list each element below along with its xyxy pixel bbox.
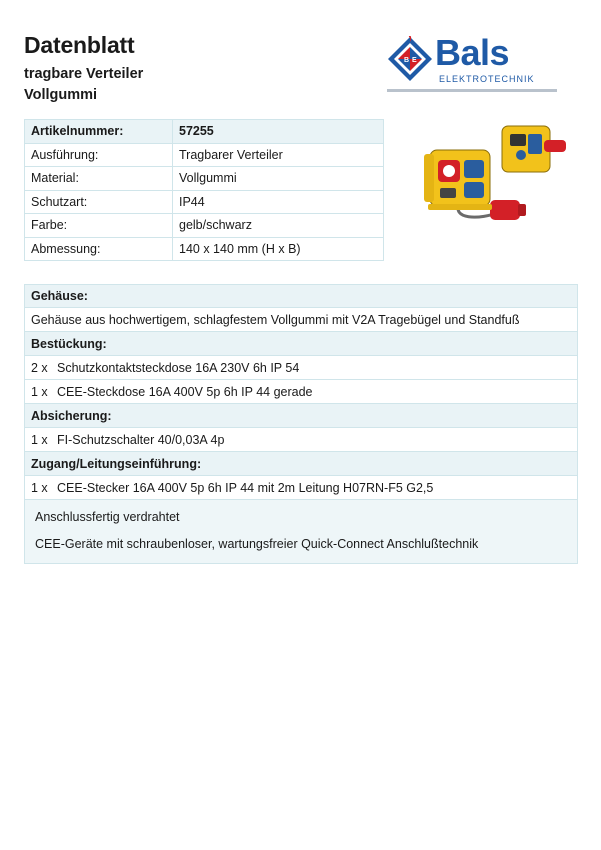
spec-value: gelb/schwarz — [173, 214, 384, 238]
item-text: CEE-Stecker 16A 400V 5p 6h IP 44 mit 2m Leitung H07RN-F5 G2,5 — [57, 480, 434, 495]
spec-key: Artikelnummer: — [25, 120, 173, 144]
spec-value: 140 x 140 mm (H x B) — [173, 237, 384, 261]
logo-wordmark: Bals — [435, 32, 510, 73]
detail-block — [24, 284, 578, 564]
gehaeuse-text: Gehäuse aus hochwertigem, schlagfestem Vollgummi mit V2A Tragebügel und Standfuß — [24, 308, 578, 332]
note-quick-connect: CEE-Geräte mit schraubenloser, wartungsfreier Quick-Connect Anschlußtechnik — [35, 537, 479, 551]
spec-value: 57255 — [173, 120, 384, 144]
list-item — [24, 428, 578, 452]
spec-key: Schutzart: — [25, 190, 173, 214]
notes-box — [24, 500, 578, 564]
bals-logo — [387, 34, 557, 94]
logo-underline — [387, 89, 557, 92]
list-item — [24, 476, 578, 500]
spec-value: Vollgummi — [173, 167, 384, 191]
section-zugang: Zugang/Leitungseinführung: — [24, 452, 578, 476]
product-image — [420, 120, 570, 230]
spec-value: IP44 — [173, 190, 384, 214]
spec-value: Tragbarer Verteiler — [173, 143, 384, 167]
subtitle-product-type: tragbare Verteiler — [24, 66, 144, 82]
item-qty: 2 x — [31, 360, 48, 375]
item-qty: 1 x — [31, 480, 48, 495]
item-qty: 1 x — [31, 432, 48, 447]
spec-row — [25, 214, 384, 238]
bals-emblem-icon — [387, 36, 433, 82]
spec-row — [25, 120, 384, 144]
section-gehaeuse: Gehäuse: — [24, 284, 578, 308]
page-title: Datenblatt — [24, 32, 135, 58]
list-item — [24, 380, 578, 404]
section-absicherung: Absicherung: — [24, 404, 578, 428]
spec-row — [25, 143, 384, 167]
item-text: FI-Schutzschalter 40/0,03A 4p — [57, 432, 225, 447]
spec-row — [25, 167, 384, 191]
spec-row — [25, 237, 384, 261]
section-bestueckung: Bestückung: — [24, 332, 578, 356]
note-prewired: Anschlussfertig verdrahtet — [35, 510, 180, 524]
spec-key: Material: — [25, 167, 173, 191]
spec-table — [24, 119, 384, 261]
logo-tagline: ELEKTROTECHNIK — [439, 74, 535, 84]
subtitle-material: Vollgummi — [24, 87, 98, 103]
item-qty: 1 x — [31, 384, 48, 399]
spec-key: Ausführung: — [25, 143, 173, 167]
item-text: CEE-Steckdose 16A 400V 5p 6h IP 44 gerade — [57, 384, 313, 399]
svg-text:B: B — [404, 57, 410, 64]
list-item — [24, 356, 578, 380]
svg-text:E: E — [412, 57, 417, 64]
spec-key: Abmessung: — [25, 237, 173, 261]
item-text: Schutzkontaktsteckdose 16A 230V 6h IP 54 — [57, 360, 300, 375]
spec-row — [25, 190, 384, 214]
spec-key: Farbe: — [25, 214, 173, 238]
